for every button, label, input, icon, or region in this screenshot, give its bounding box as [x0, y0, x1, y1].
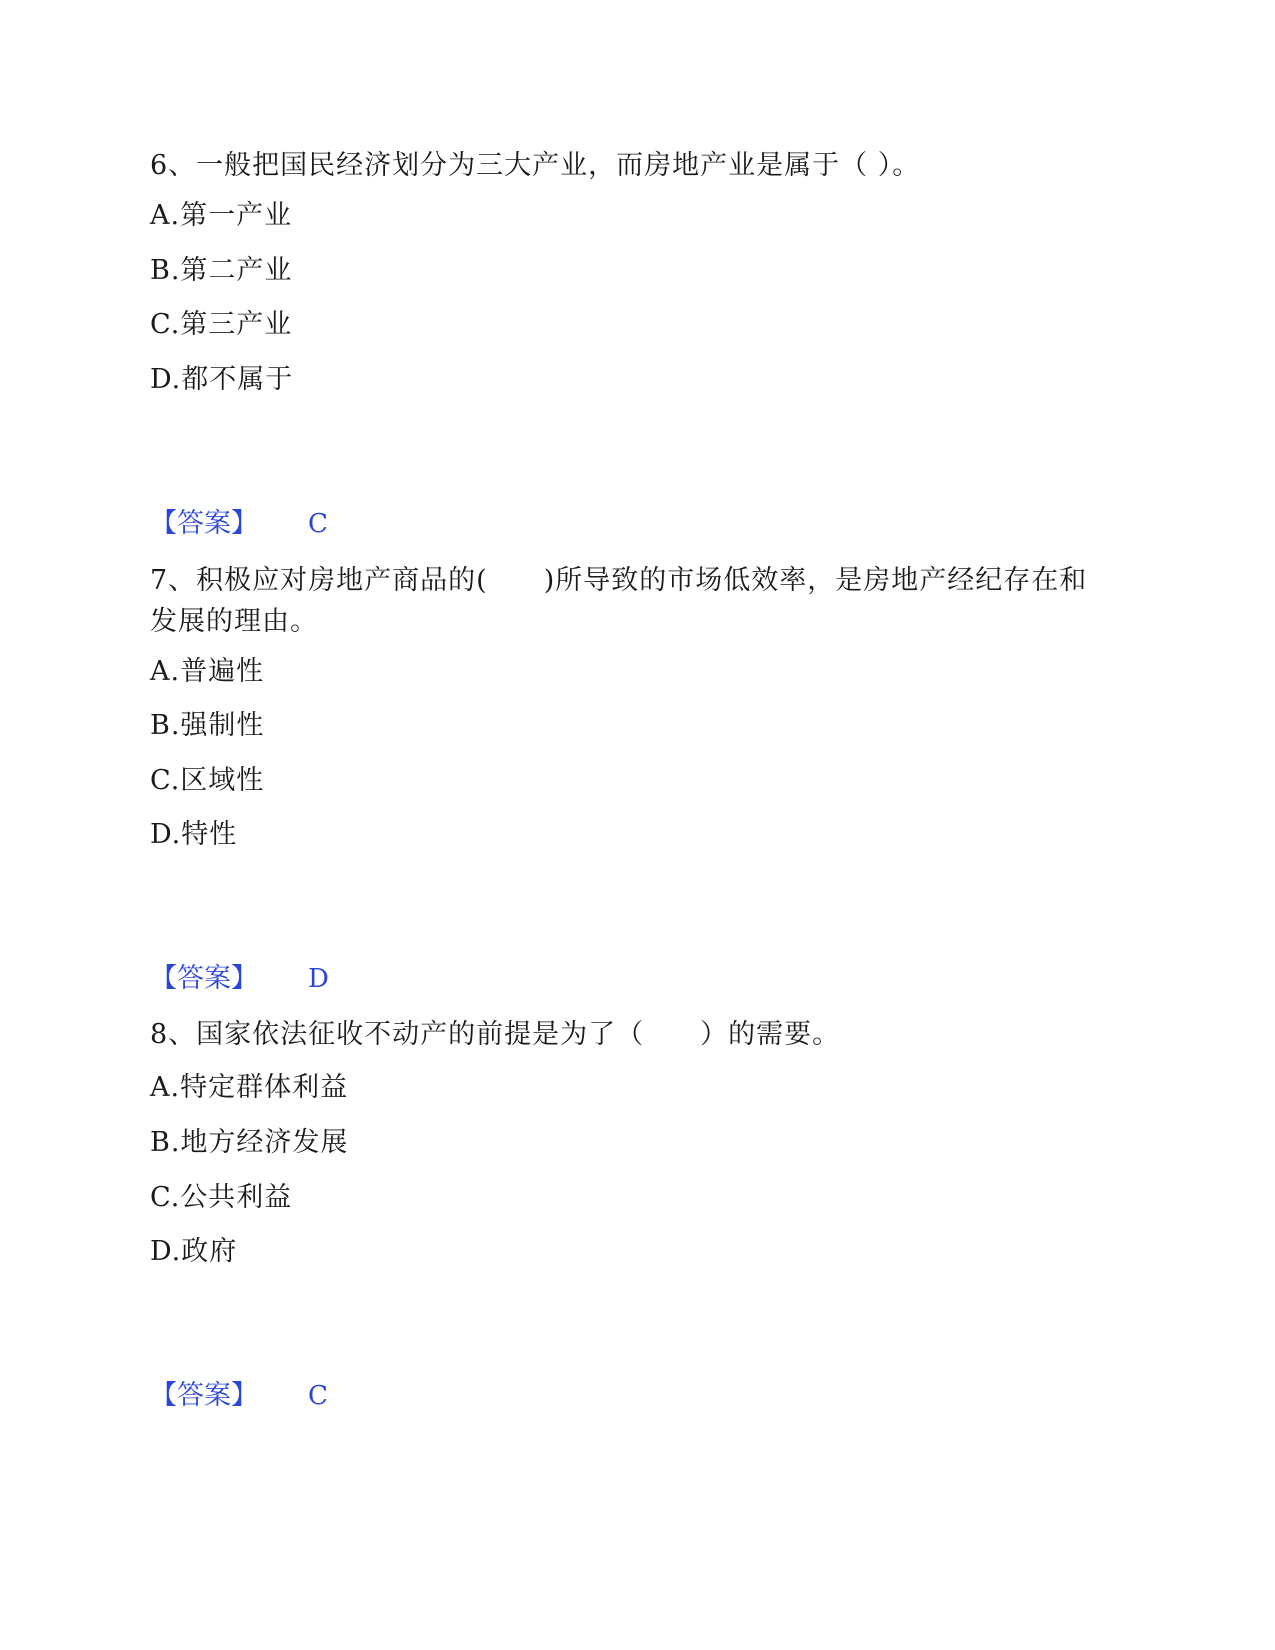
question-6-option-a: A.第一产业 [150, 200, 293, 231]
answer-value: C [308, 1381, 328, 1411]
answer-label: 【答案】 [150, 963, 258, 994]
question-7-option-c: C.区域性 [150, 765, 265, 796]
question-7-option-a: A.普遍性 [150, 656, 265, 687]
question-8-option-d: D.政府 [150, 1236, 238, 1267]
question-8-option-a: A.特定群体利益 [150, 1072, 349, 1103]
question-8-answer [150, 1379, 328, 1413]
question-7-option-b: B.强制性 [150, 710, 265, 741]
question-8-option-b: B.地方经济发展 [150, 1127, 349, 1158]
question-7-answer [150, 962, 329, 996]
question-8-option-c: C.公共利益 [150, 1182, 293, 1213]
question-6-stem: 6、一般把国民经济划分为三大产业，而房地产业是属于（ ）。 [150, 150, 921, 181]
question-8-stem: 8、国家依法征收不动产的前提是为了（ ）的需要。 [150, 1019, 841, 1050]
answer-label: 【答案】 [150, 1380, 258, 1411]
question-7-stem: 7、积极应对房地产商品的( )所导致的市场低效率，是房地产经纪存在和发展的理由。 [150, 565, 1088, 637]
question-6-option-b: B.第二产业 [150, 255, 293, 286]
answer-label: 【答案】 [150, 508, 258, 539]
question-6-option-d: D.都不属于 [150, 364, 294, 395]
question-6-answer [150, 507, 328, 541]
answer-value: D [308, 964, 329, 994]
question-6-option-c: C.第三产业 [150, 309, 293, 340]
question-7-option-d: D.特性 [150, 819, 238, 850]
answer-value: C [308, 509, 328, 539]
